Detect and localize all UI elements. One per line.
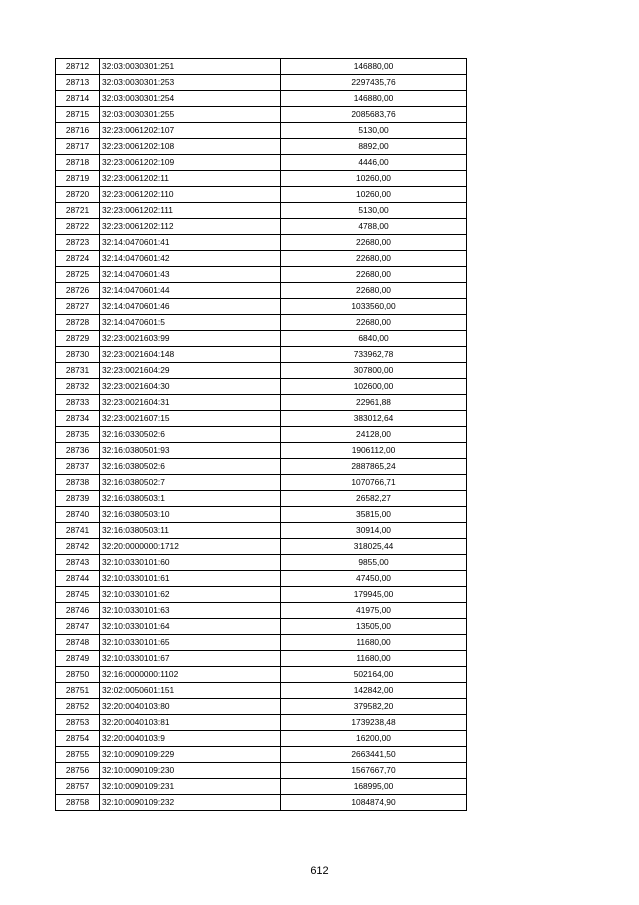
table-row: [56, 731, 467, 747]
cadastral-number-cell: 32:03:0030301:254: [100, 91, 281, 107]
row-number-cell: 28724: [56, 251, 100, 267]
row-number-cell: 28737: [56, 459, 100, 475]
row-number-cell: 28758: [56, 795, 100, 811]
cadastral-number-cell: 32:16:0000000:1102: [100, 667, 281, 683]
row-number-cell: 28738: [56, 475, 100, 491]
cadastral-number-cell: 32:20:0000000:1712: [100, 539, 281, 555]
row-number-cell: 28746: [56, 603, 100, 619]
value-cell: 142842,00: [281, 683, 467, 699]
cadastral-number-cell: 32:16:0380503:11: [100, 523, 281, 539]
row-number-cell: 28751: [56, 683, 100, 699]
value-cell: 35815,00: [281, 507, 467, 523]
value-cell: 2663441,50: [281, 747, 467, 763]
value-cell: 1906112,00: [281, 443, 467, 459]
row-number-cell: 28720: [56, 187, 100, 203]
cadastral-number-cell: 32:10:0090109:230: [100, 763, 281, 779]
value-cell: 2085683,76: [281, 107, 467, 123]
value-cell: 22680,00: [281, 283, 467, 299]
cadastral-number-cell: 32:10:0330101:67: [100, 651, 281, 667]
cadastral-number-cell: 32:20:0040103:80: [100, 699, 281, 715]
table-row: [56, 763, 467, 779]
table-row: [56, 619, 467, 635]
table-row: [56, 139, 467, 155]
cadastral-number-cell: 32:23:0021604:29: [100, 363, 281, 379]
table-row: [56, 379, 467, 395]
value-cell: 4788,00: [281, 219, 467, 235]
value-cell: 1070766,71: [281, 475, 467, 491]
value-cell: 22680,00: [281, 251, 467, 267]
row-number-cell: 28733: [56, 395, 100, 411]
cadastral-number-cell: 32:23:0061202:108: [100, 139, 281, 155]
table-row: [56, 59, 467, 75]
cadastral-number-cell: 32:03:0030301:253: [100, 75, 281, 91]
registry-table-body: [56, 59, 467, 811]
cadastral-number-cell: 32:10:0330101:62: [100, 587, 281, 603]
table-row: [56, 539, 467, 555]
value-cell: 1084874,90: [281, 795, 467, 811]
row-number-cell: 28756: [56, 763, 100, 779]
cadastral-number-cell: 32:10:0090109:229: [100, 747, 281, 763]
value-cell: 2297435,76: [281, 75, 467, 91]
table-row: [56, 651, 467, 667]
value-cell: 11680,00: [281, 635, 467, 651]
value-cell: 146880,00: [281, 91, 467, 107]
table-row: [56, 523, 467, 539]
value-cell: 102600,00: [281, 379, 467, 395]
value-cell: 6840,00: [281, 331, 467, 347]
row-number-cell: 28757: [56, 779, 100, 795]
row-number-cell: 28712: [56, 59, 100, 75]
cadastral-number-cell: 32:02:0050601:151: [100, 683, 281, 699]
row-number-cell: 28717: [56, 139, 100, 155]
table-row: [56, 315, 467, 331]
value-cell: 733962,78: [281, 347, 467, 363]
cadastral-number-cell: 32:10:0090109:232: [100, 795, 281, 811]
value-cell: 26582,27: [281, 491, 467, 507]
row-number-cell: 28722: [56, 219, 100, 235]
table-row: [56, 363, 467, 379]
table-row: [56, 699, 467, 715]
table-row: [56, 427, 467, 443]
table-row: [56, 555, 467, 571]
value-cell: 22680,00: [281, 315, 467, 331]
table-row: [56, 331, 467, 347]
table-row: [56, 203, 467, 219]
row-number-cell: 28713: [56, 75, 100, 91]
cadastral-number-cell: 32:10:0330101:64: [100, 619, 281, 635]
value-cell: 16200,00: [281, 731, 467, 747]
cadastral-number-cell: 32:14:0470601:5: [100, 315, 281, 331]
cadastral-number-cell: 32:10:0330101:65: [100, 635, 281, 651]
cadastral-number-cell: 32:14:0470601:44: [100, 283, 281, 299]
table-row: [56, 571, 467, 587]
cadastral-number-cell: 32:14:0470601:42: [100, 251, 281, 267]
row-number-cell: 28748: [56, 635, 100, 651]
table-row: [56, 459, 467, 475]
value-cell: 24128,00: [281, 427, 467, 443]
value-cell: 4446,00: [281, 155, 467, 171]
table-row: [56, 747, 467, 763]
row-number-cell: 28745: [56, 587, 100, 603]
table-row: [56, 299, 467, 315]
cadastral-number-cell: 32:10:0330101:61: [100, 571, 281, 587]
cadastral-number-cell: 32:16:0380503:10: [100, 507, 281, 523]
value-cell: 168995,00: [281, 779, 467, 795]
table-row: [56, 123, 467, 139]
cadastral-number-cell: 32:10:0090109:231: [100, 779, 281, 795]
value-cell: 379582,20: [281, 699, 467, 715]
table-row: [56, 75, 467, 91]
value-cell: 11680,00: [281, 651, 467, 667]
table-row: [56, 283, 467, 299]
value-cell: 13505,00: [281, 619, 467, 635]
row-number-cell: 28721: [56, 203, 100, 219]
table-row: [56, 587, 467, 603]
row-number-cell: 28716: [56, 123, 100, 139]
cadastral-number-cell: 32:16:0380502:6: [100, 459, 281, 475]
value-cell: 22680,00: [281, 235, 467, 251]
row-number-cell: 28752: [56, 699, 100, 715]
value-cell: 30914,00: [281, 523, 467, 539]
cadastral-number-cell: 32:23:0061202:109: [100, 155, 281, 171]
row-number-cell: 28725: [56, 267, 100, 283]
value-cell: 318025,44: [281, 539, 467, 555]
cadastral-number-cell: 32:23:0061202:110: [100, 187, 281, 203]
table-row: [56, 187, 467, 203]
row-number-cell: 28736: [56, 443, 100, 459]
row-number-cell: 28747: [56, 619, 100, 635]
cadastral-number-cell: 32:23:0021603:99: [100, 331, 281, 347]
row-number-cell: 28750: [56, 667, 100, 683]
table-row: [56, 795, 467, 811]
value-cell: 22961,88: [281, 395, 467, 411]
value-cell: 22680,00: [281, 267, 467, 283]
table-row: [56, 107, 467, 123]
value-cell: 10260,00: [281, 171, 467, 187]
cadastral-number-cell: 32:16:0380502:7: [100, 475, 281, 491]
row-number-cell: 28723: [56, 235, 100, 251]
value-cell: 5130,00: [281, 123, 467, 139]
row-number-cell: 28741: [56, 523, 100, 539]
row-number-cell: 28735: [56, 427, 100, 443]
cadastral-number-cell: 32:16:0330502:6: [100, 427, 281, 443]
value-cell: 5130,00: [281, 203, 467, 219]
table-row: [56, 155, 467, 171]
cadastral-number-cell: 32:20:0040103:81: [100, 715, 281, 731]
value-cell: 1567667,70: [281, 763, 467, 779]
value-cell: 41975,00: [281, 603, 467, 619]
value-cell: 47450,00: [281, 571, 467, 587]
cadastral-number-cell: 32:23:0061202:112: [100, 219, 281, 235]
cadastral-number-cell: 32:10:0330101:60: [100, 555, 281, 571]
row-number-cell: 28726: [56, 283, 100, 299]
value-cell: 307800,00: [281, 363, 467, 379]
table-row: [56, 779, 467, 795]
row-number-cell: 28734: [56, 411, 100, 427]
cadastral-number-cell: 32:20:0040103:9: [100, 731, 281, 747]
row-number-cell: 28728: [56, 315, 100, 331]
cadastral-number-cell: 32:16:0380503:1: [100, 491, 281, 507]
row-number-cell: 28749: [56, 651, 100, 667]
registry-table: [55, 58, 467, 811]
row-number-cell: 28715: [56, 107, 100, 123]
cadastral-number-cell: 32:23:0061202:11: [100, 171, 281, 187]
value-cell: 8892,00: [281, 139, 467, 155]
table-row: [56, 603, 467, 619]
value-cell: 179945,00: [281, 587, 467, 603]
value-cell: 2887865,24: [281, 459, 467, 475]
row-number-cell: 28755: [56, 747, 100, 763]
table-row: [56, 443, 467, 459]
row-number-cell: 28744: [56, 571, 100, 587]
table-row: [56, 683, 467, 699]
row-number-cell: 28753: [56, 715, 100, 731]
table-row: [56, 507, 467, 523]
cadastral-number-cell: 32:23:0021607:15: [100, 411, 281, 427]
cadastral-number-cell: 32:03:0030301:255: [100, 107, 281, 123]
table-row: [56, 235, 467, 251]
cadastral-number-cell: 32:23:0021604:30: [100, 379, 281, 395]
row-number-cell: 28719: [56, 171, 100, 187]
row-number-cell: 28714: [56, 91, 100, 107]
cadastral-number-cell: 32:14:0470601:46: [100, 299, 281, 315]
row-number-cell: 28739: [56, 491, 100, 507]
table-row: [56, 219, 467, 235]
table-row: [56, 667, 467, 683]
cadastral-number-cell: 32:03:0030301:251: [100, 59, 281, 75]
value-cell: 383012,64: [281, 411, 467, 427]
value-cell: 1739238,48: [281, 715, 467, 731]
row-number-cell: 28732: [56, 379, 100, 395]
cadastral-number-cell: 32:23:0021604:148: [100, 347, 281, 363]
row-number-cell: 28740: [56, 507, 100, 523]
row-number-cell: 28742: [56, 539, 100, 555]
row-number-cell: 28729: [56, 331, 100, 347]
table-row: [56, 251, 467, 267]
row-number-cell: 28743: [56, 555, 100, 571]
row-number-cell: 28731: [56, 363, 100, 379]
cadastral-number-cell: 32:16:0380501:93: [100, 443, 281, 459]
row-number-cell: 28727: [56, 299, 100, 315]
cadastral-number-cell: 32:23:0061202:107: [100, 123, 281, 139]
value-cell: 146880,00: [281, 59, 467, 75]
table-row: [56, 715, 467, 731]
table-row: [56, 491, 467, 507]
table-row: [56, 267, 467, 283]
table-row: [56, 635, 467, 651]
value-cell: 1033560,00: [281, 299, 467, 315]
table-row: [56, 91, 467, 107]
value-cell: 10260,00: [281, 187, 467, 203]
cadastral-number-cell: 32:10:0330101:63: [100, 603, 281, 619]
cadastral-number-cell: 32:23:0061202:111: [100, 203, 281, 219]
cadastral-number-cell: 32:23:0021604:31: [100, 395, 281, 411]
value-cell: 9855,00: [281, 555, 467, 571]
table-row: [56, 475, 467, 491]
cadastral-number-cell: 32:14:0470601:41: [100, 235, 281, 251]
row-number-cell: 28754: [56, 731, 100, 747]
row-number-cell: 28718: [56, 155, 100, 171]
table-row: [56, 395, 467, 411]
cadastral-number-cell: 32:14:0470601:43: [100, 267, 281, 283]
table-row: [56, 411, 467, 427]
table-row: [56, 347, 467, 363]
row-number-cell: 28730: [56, 347, 100, 363]
value-cell: 502164,00: [281, 667, 467, 683]
page-number: 612: [310, 865, 329, 877]
table-row: [56, 171, 467, 187]
